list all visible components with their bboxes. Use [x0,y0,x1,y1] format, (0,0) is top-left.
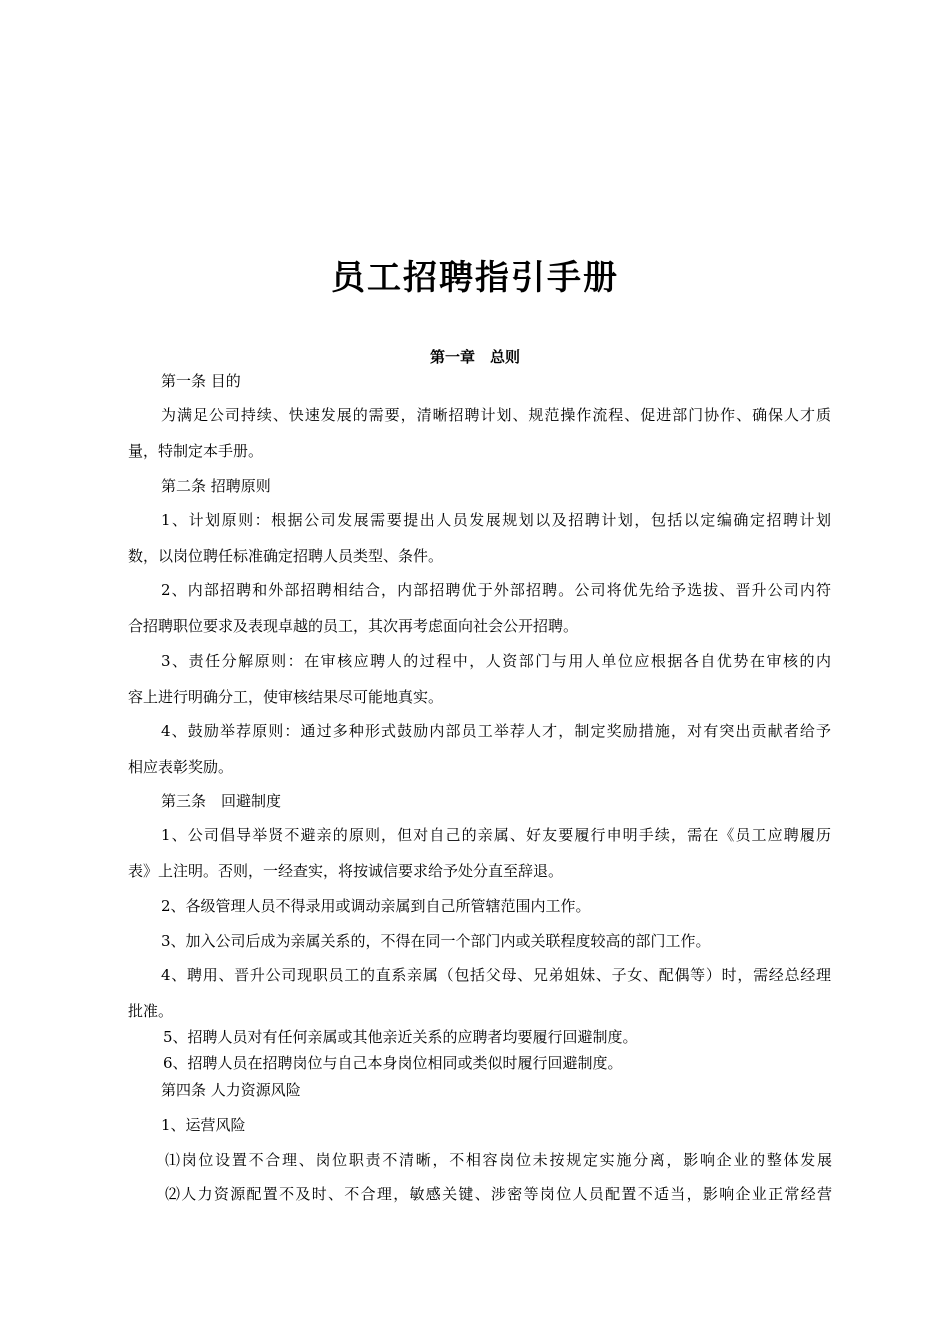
paragraph-line: ⑵人力资源配置不及时、不合理，敏感关键、涉密等岗位人员配置不适当，影响企业正常经营 [165,1185,832,1203]
paragraph-line: 3、加入公司后成为亲属关系的，不得在同一个部门内或关联程度较高的部门工作。 [161,932,711,950]
document-title: 员工招聘指引手册 [331,258,619,298]
paragraph-line: 量，特制定本手册。 [128,442,264,460]
paragraph-line: 合招聘职位要求及表现卓越的员工，其次再考虑面向社会公开招聘。 [128,617,579,635]
article-heading: 第四条 人力资源风险 [161,1081,301,1099]
paragraph-line: 为满足公司持续、快速发展的需要，清晰招聘计划、规范操作流程、促进部门协作、确保人才质 [161,406,831,424]
paragraph-line: 相应表彰奖励。 [128,758,234,776]
paragraph-line: 3、责任分解原则：在审核应聘人的过程中，人资部门与用人单位应根据各自优势在审核的内 [161,652,831,670]
article-heading: 第二条 招聘原则 [161,477,271,495]
paragraph-line: ⑴岗位设置不合理、岗位职责不清晰，不相容岗位未按规定实施分离，影响企业的整体发展 [165,1151,832,1169]
article-heading: 第三条 回避制度 [161,792,282,810]
article-heading: 第一条 目的 [161,372,241,390]
paragraph-line: 2、各级管理人员不得录用或调动亲属到自己所管辖范围内工作。 [161,897,591,915]
paragraph-line: 1、公司倡导举贤不避亲的原则，但对自己的亲属、好友要履行申明手续，需在《员工应聘履历 [161,826,831,844]
section-heading: 1、运营风险 [161,1116,246,1134]
paragraph-line: 批准。 [128,1002,174,1020]
paragraph-line: 6、招聘人员在招聘岗位与自己本身岗位相同或类似时履行回避制度。 [163,1054,623,1072]
paragraph-line: 5、招聘人员对有任何亲属或其他亲近关系的应聘者均要履行回避制度。 [163,1028,638,1046]
paragraph-line: 容上进行明确分工，使审核结果尽可能地真实。 [128,688,444,706]
paragraph-line: 表》上注明。否则，一经查实，将按诚信要求给予处分直至辞退。 [128,862,564,880]
paragraph-line: 4、聘用、晋升公司现职员工的直系亲属（包括父母、兄弟姐妹、子女、配偶等）时，需经总经理 [161,966,831,984]
paragraph-line: 1、计划原则：根据公司发展需要提出人员发展规划以及招聘计划，包括以定编确定招聘计划 [161,511,831,529]
paragraph-line: 数，以岗位聘任标准确定招聘人员类型、条件。 [128,547,444,565]
paragraph-line: 2、内部招聘和外部招聘相结合，内部招聘优于外部招聘。公司将优先给予选拔、晋升公司内符 [161,581,831,599]
chapter-heading: 第一章 总则 [429,348,520,366]
paragraph-line: 4、鼓励举荐原则：通过多种形式鼓励内部员工举荐人才，制定奖励措施，对有突出贡献者给予 [161,722,831,740]
